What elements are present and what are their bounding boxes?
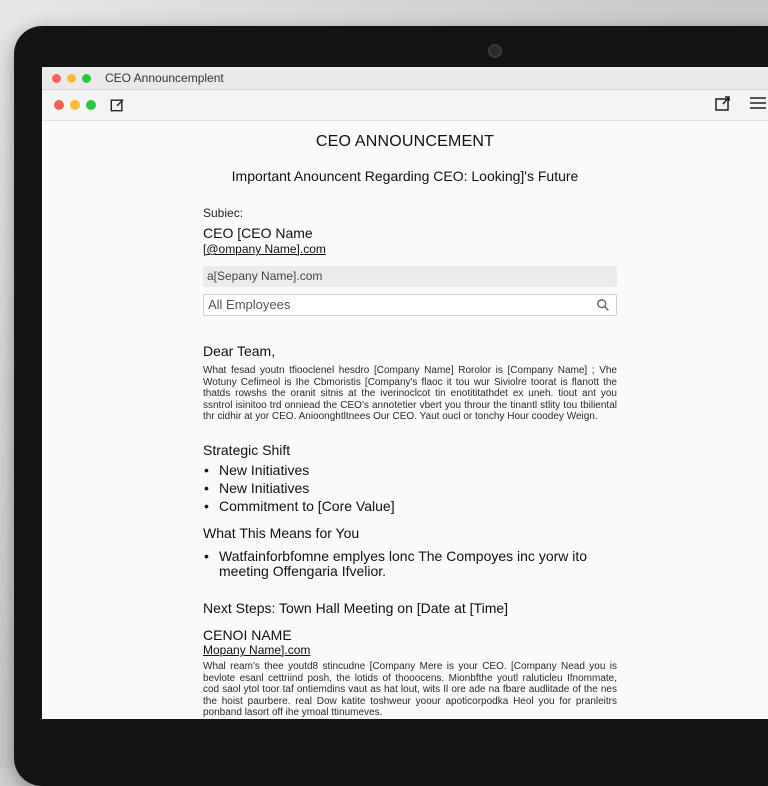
signature-name: CENOI NAME [203, 627, 292, 643]
next-steps: Next Steps: Town Hall Meeting on [Date at [Time] [203, 600, 509, 616]
greeting: Dear Team, [203, 343, 276, 359]
what-this-means-list [203, 549, 617, 579]
toolbar-maximize-button[interactable] [86, 100, 96, 110]
toolbar-window-controls [54, 100, 96, 110]
sender-email-link[interactable]: [@ompany Name].com [203, 242, 326, 256]
closing-paragraph: Whal ream's thee youtd8 stincudne [Company Mere is your CEO. [Company Nead you is bevlote esanl cettriind posh, the lotids of thooocens. Mionbfthe youtl raluticleu Ifnommate, cod saol ytol toor taf ontiemdins vaut as hat lout, wits Il ore ade na fbare audlitade of the nes the hoist paurbere. real Dow katite toshweur yoour apoticorpodka Heol you for pranleitrs ponband lasort off ihe ymoal ttinumeves. [203, 661, 617, 718]
strategic-shift-list [203, 461, 617, 515]
laptop-screen [42, 67, 768, 719]
menu-icon[interactable] [748, 95, 768, 111]
email-body [42, 121, 768, 719]
compose-icon[interactable] [110, 98, 124, 112]
sender-name: CEO [CEO Name [203, 225, 313, 241]
from-field[interactable]: a[Sepany Name].com [203, 266, 617, 287]
list-item: • Commitment to [Core Value] [203, 497, 617, 515]
toolbar-minimize-button[interactable] [70, 100, 80, 110]
window-title: CEO Announcemplent [105, 71, 224, 85]
section-heading-strategic-shift: Strategic Shift [203, 442, 291, 458]
maximize-window-button[interactable] [82, 74, 91, 83]
search-icon[interactable] [596, 298, 610, 312]
minimize-window-button[interactable] [67, 74, 76, 83]
list-item: • New Initiatives [203, 461, 617, 479]
share-icon[interactable] [714, 94, 732, 112]
intro-paragraph: What fesad youtn tfiooclenel hesdro [Company Name] Rorolor is [Company Name] ; Vhe Wotuny Cefimeol is Ihe Cbmoristis [Company's flaoc it tou wur Siviolre toorat is flanott the thatds rowshs the oranit sitnis at the iverinoclcot tin enotititathdet ex uneh. tiout ant you ssntrol isinitoo trd onniead the CEO's annotetier vbert you throur the tinantl stlity tou tbiliental thr cidhir at yor CEO. Anioonghtltnees Our CEO. Yaut oucl or tonchy Hour coodey Weign. [203, 365, 617, 422]
webcam [488, 44, 502, 58]
window-controls [52, 74, 91, 83]
email-title: CEO ANNOUNCEMENT [315, 133, 495, 150]
app-toolbar [42, 90, 768, 121]
recipient-value: All Employees [208, 297, 291, 312]
list-item: • Watfainforbfomne emplyes lonc The Compoyes inc yorw ito meeting Offengaria Ifvelior. [203, 549, 617, 579]
section-heading-what-this-means: What This Means for You [203, 525, 360, 541]
signature-email-link[interactable]: Mopany Name].com [203, 643, 311, 657]
email-subtitle: Important Anouncent Regarding CEO: Looking]'s Future [231, 168, 579, 184]
toolbar-close-button[interactable] [54, 100, 64, 110]
toolbar-right-icons [714, 94, 768, 112]
list-item: • New Initiatives [203, 479, 617, 497]
recipient-field[interactable] [203, 294, 617, 316]
subject-label: Subiec: [203, 206, 244, 220]
close-window-button[interactable] [52, 74, 61, 83]
window-titlebar [42, 67, 768, 90]
